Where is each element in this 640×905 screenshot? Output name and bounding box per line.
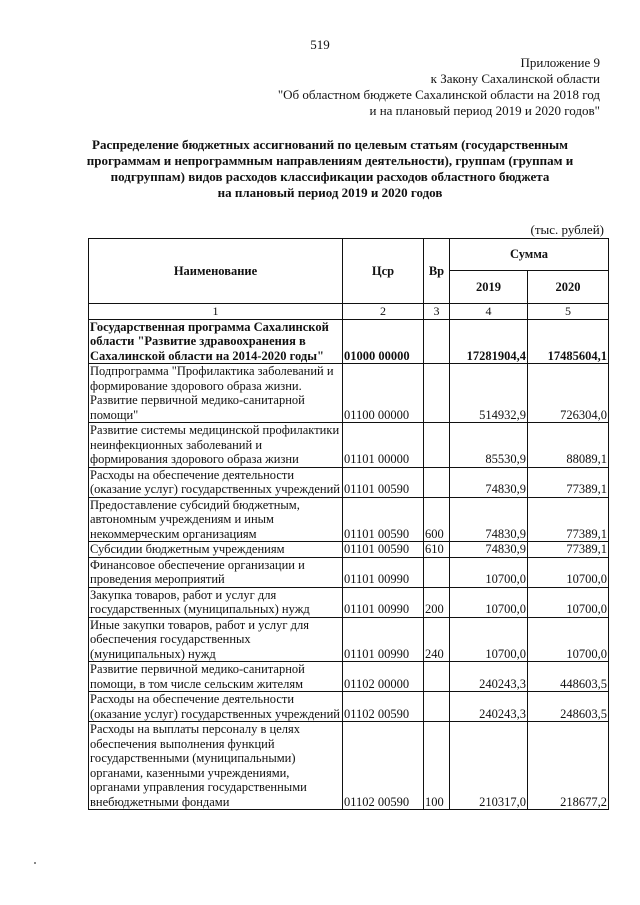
row-value-2020: 77389,1 [528,467,609,497]
header-name: Наименование [89,239,343,304]
column-number: 2 [343,304,424,320]
row-value-2020: 10700,0 [528,557,609,587]
row-name: Развитие первичной медико-санитарной помощи, в том числе сельским жителям [89,662,343,692]
row-name: Расходы на выплаты персоналу в целях обеспечения выполнения функций государственными (муниципальными) органами, казенными учреждениями, органами управления государственными внебюджетными фондами [89,722,343,810]
row-name: Предоставление субсидий бюджетным, автономным учреждениям и иным некоммерческим организациям [89,497,343,542]
header-vr: Вр [424,239,450,304]
row-value-2020: 448603,5 [528,662,609,692]
row-name: Иные закупки товаров, работ и услуг для обеспечения государственных (муниципальных) нужд [89,617,343,662]
table-row [89,692,609,722]
table-row [89,542,609,558]
row-value-2019: 10700,0 [450,587,528,617]
row-vr [424,364,450,423]
table-row [89,617,609,662]
appendix-line-4: и на плановый период 2019 и 2020 годов" [369,103,600,118]
row-code: 01101 00990 [343,557,424,587]
table-row [89,364,609,423]
row-code: 01000 00000 [343,319,424,364]
row-vr: 240 [424,617,450,662]
row-value-2020: 248603,5 [528,692,609,722]
row-name: Государственная программа Сахалинской области "Развитие здравоохранения в Сахалинской области на 2014-2020 годы" [89,319,343,364]
row-name: Финансовое обеспечение организации и проведения мероприятий [89,557,343,587]
row-name: Расходы на обеспечение деятельности (оказание услуг) государственных учреждений [89,692,343,722]
row-value-2020: 10700,0 [528,617,609,662]
row-vr: 600 [424,497,450,542]
units-label: (тыс. рублей) [530,222,604,237]
appendix-line-1: Приложение 9 [520,55,600,70]
table-row [89,587,609,617]
row-value-2019: 240243,3 [450,662,528,692]
column-number: 3 [424,304,450,320]
row-code: 01102 00590 [343,692,424,722]
row-vr [424,662,450,692]
row-code: 01102 00590 [343,722,424,810]
row-value-2019: 85530,9 [450,423,528,468]
row-value-2020: 218677,2 [528,722,609,810]
row-value-2020: 77389,1 [528,497,609,542]
column-number: 1 [89,304,343,320]
row-value-2020: 77389,1 [528,542,609,558]
row-value-2020: 17485604,1 [528,319,609,364]
column-number: 5 [528,304,609,320]
table-row [89,557,609,587]
row-name: Субсидии бюджетным учреждениям [89,542,343,558]
column-number: 4 [450,304,528,320]
header-sum: Сумма [450,239,609,271]
row-vr [424,319,450,364]
row-code: 01101 00590 [343,497,424,542]
title-line-2: программам и непрограммным направлениям деятельности), группам (группам и [86,153,574,168]
table-row [89,722,609,810]
scan-speck [34,862,36,864]
row-vr: 200 [424,587,450,617]
table-row [89,467,609,497]
row-name: Расходы на обеспечение деятельности (оказание услуг) государственных учреждений [89,467,343,497]
header-code: Цср [343,239,424,304]
row-code: 01101 00990 [343,587,424,617]
row-vr [424,467,450,497]
row-value-2020: 88089,1 [528,423,609,468]
row-code: 01102 00000 [343,662,424,692]
appendix-line-3: "Об областном бюджете Сахалинской области на 2018 год [277,87,600,102]
document-title [60,137,600,201]
row-value-2020: 10700,0 [528,587,609,617]
row-name: Закупка товаров, работ и услуг для государственных (муниципальных) нужд [89,587,343,617]
appendix-reference [278,55,600,119]
header-year-2020: 2020 [528,271,609,304]
title-line-3: подгруппам) видов расходов классификации расходов областного бюджета [110,169,550,184]
table-row [89,319,609,364]
row-value-2019: 210317,0 [450,722,528,810]
row-value-2019: 17281904,4 [450,319,528,364]
row-code: 01101 00590 [343,467,424,497]
row-value-2019: 74830,9 [450,467,528,497]
title-line-1: Распределение бюджетных ассигнований по целевым статьям (государственным [92,137,568,152]
row-code: 01100 00000 [343,364,424,423]
row-vr: 100 [424,722,450,810]
appendix-line-2: к Закону Сахалинской области [430,71,600,86]
title-line-4: на плановый период 2019 и 2020 годов [217,185,443,200]
row-vr [424,692,450,722]
page-number: 519 [310,37,330,52]
row-value-2020: 726304,0 [528,364,609,423]
table-row [89,662,609,692]
header-year-2019: 2019 [450,271,528,304]
table-row [89,497,609,542]
row-value-2019: 10700,0 [450,557,528,587]
row-code: 01101 00590 [343,542,424,558]
row-value-2019: 74830,9 [450,497,528,542]
row-vr [424,423,450,468]
row-name: Подпрограмма "Профилактика заболеваний и формирование здорового образа жизни. Развитие первичной медико-санитарной помощи" [89,364,343,423]
row-value-2019: 10700,0 [450,617,528,662]
row-vr: 610 [424,542,450,558]
row-vr [424,557,450,587]
row-code: 01101 00000 [343,423,424,468]
table-row [89,423,609,468]
row-value-2019: 240243,3 [450,692,528,722]
budget-table [88,238,609,810]
row-value-2019: 514932,9 [450,364,528,423]
row-code: 01101 00990 [343,617,424,662]
row-value-2019: 74830,9 [450,542,528,558]
row-name: Развитие системы медицинской профилактики неинфекционных заболеваний и формирования здорового образа жизни [89,423,343,468]
